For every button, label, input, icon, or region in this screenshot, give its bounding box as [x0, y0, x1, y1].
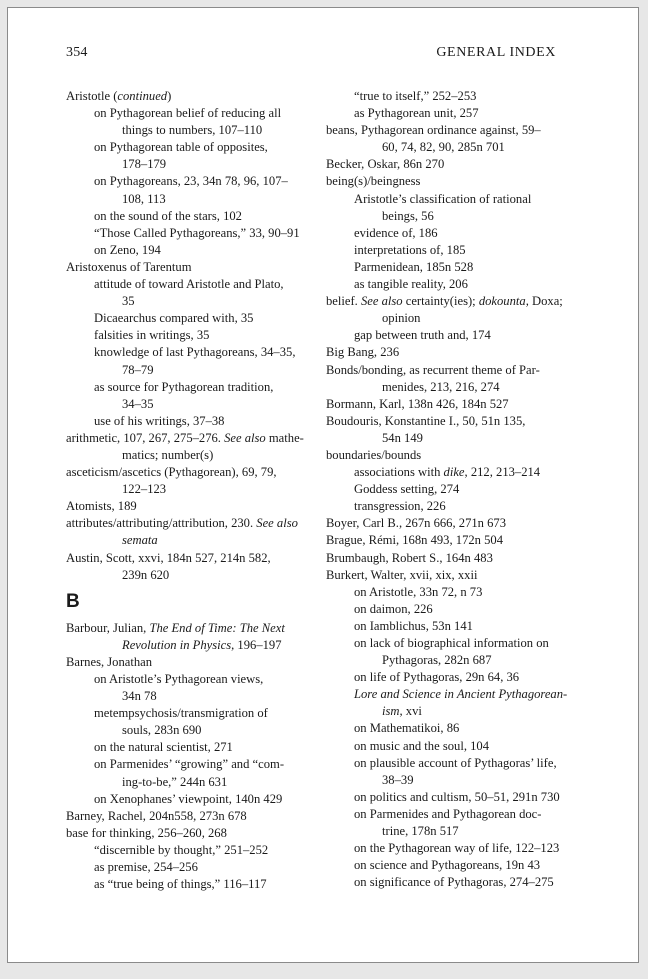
index-subentry: [326, 755, 566, 772]
index-text: boundaries/bounds: [326, 447, 422, 462]
index-text: matics; number(s): [122, 447, 214, 462]
section-letter-heading: B: [66, 590, 80, 612]
index-subentry: [66, 139, 306, 156]
index-text-italic: See also: [224, 430, 266, 445]
index-text: arithmetic, 107, 267, 275–276.: [66, 430, 225, 445]
index-text: being(s)/beingness: [326, 174, 421, 189]
index-text: xvi: [402, 704, 422, 719]
index-text: gap between truth and, 174: [354, 328, 491, 343]
index-entry: [66, 259, 306, 276]
index-text: on the Pythagorean way of life, 122–123: [354, 841, 560, 856]
index-entry: [326, 362, 566, 379]
index-text-italic: semata: [122, 533, 158, 548]
index-text: on Pythagorean table of opposites,: [94, 140, 268, 155]
index-subentry: [326, 88, 566, 105]
index-subentry: [66, 842, 306, 859]
index-subentry: [326, 857, 566, 874]
index-text-italic: continued: [117, 89, 168, 103]
index-continuation: [66, 447, 306, 464]
index-entry: [326, 567, 566, 584]
index-text: Pythagoras, 282n 687: [382, 653, 492, 668]
index-text: use of his writings, 37–38: [94, 413, 225, 428]
index-subentry: [66, 344, 306, 361]
index-text: ): [167, 89, 172, 103]
index-subentry: [66, 705, 306, 722]
index-text: on Parmenides and Pythagorean doc-: [354, 806, 542, 821]
index-subentry: [326, 601, 566, 618]
index-subentry: [326, 686, 566, 703]
index-text: as “true being of things,” 116–117: [94, 877, 267, 892]
index-subentry: [66, 208, 306, 225]
index-entry: [66, 620, 306, 637]
index-text: trine, 178n 517: [382, 824, 459, 839]
index-text: 60, 74, 82, 90, 285n 701: [382, 140, 505, 155]
index-text-italic: dike: [443, 465, 465, 480]
index-text: interpretations of, 185: [354, 242, 466, 257]
index-subentry: [66, 671, 306, 688]
index-text: 34n 78: [122, 689, 157, 704]
running-head: [66, 45, 556, 65]
index-text: 239n 620: [122, 567, 170, 582]
index-text: Becker, Oskar, 86n 270: [326, 157, 445, 172]
index-continuation: [66, 567, 306, 584]
index-subentry: [66, 791, 306, 808]
index-subentry: [326, 806, 566, 823]
index-entry: [326, 122, 566, 139]
index-text: on Pythagoreans, 23, 34n 78, 96, 107–: [94, 174, 288, 189]
index-text: beings, 56: [382, 208, 434, 223]
index-text: Austin, Scott, xxvi, 184n 527, 214n 582,: [66, 550, 271, 565]
index-continuation: [326, 772, 566, 789]
index-text: Barnes, Jonathan: [66, 654, 153, 669]
index-subentry: [326, 618, 566, 635]
index-entry: [66, 430, 306, 447]
index-text: knowledge of last Pythagoreans, 34–35,: [94, 345, 296, 360]
index-text: Boyer, Carl B., 267n 666, 271n 673: [326, 516, 506, 531]
index-subentry: [326, 720, 566, 737]
index-text: Barney, Rachel, 204n558, 273n 678: [66, 808, 247, 823]
index-text: on the sound of the stars, 102: [94, 208, 242, 223]
index-subentry: [326, 498, 566, 515]
index-subentry: [66, 379, 306, 396]
index-text: on Aristotle, 33n 72, n 73: [354, 584, 483, 599]
index-text: 34–35: [122, 396, 154, 411]
page-number: 354: [66, 45, 88, 60]
index-entry: [66, 498, 306, 515]
index-text: transgression, 226: [354, 499, 446, 514]
index-text: Aristotle (: [66, 89, 118, 103]
index-text: as premise, 254–256: [94, 860, 198, 875]
index-text: on plausible account of Pythagoras’ life,: [354, 755, 557, 770]
index-text: Dicaearchus compared with, 35: [94, 311, 254, 326]
index-text: Aristotle’s classification of rational: [354, 191, 532, 206]
index-text: 196–197: [234, 637, 282, 652]
index-continuation: [326, 139, 566, 156]
index-subentry: [66, 327, 306, 344]
index-entry: [326, 447, 566, 464]
index-subentry: [326, 242, 566, 259]
index-text: things to numbers, 107–110: [122, 123, 263, 138]
index-continuation: [66, 396, 306, 413]
index-text: on daimon, 226: [354, 601, 433, 616]
index-subentry: [326, 635, 566, 652]
index-text: on Mathematikoi, 86: [354, 721, 460, 736]
index-text: Atomists, 189: [66, 499, 137, 514]
index-continuation: [326, 379, 566, 396]
index-text: “discernible by thought,” 251–252: [94, 842, 269, 857]
index-subentry: [66, 242, 306, 259]
index-text: Aristoxenus of Tarentum: [66, 259, 192, 274]
index-text: as Pythagorean unit, 257: [354, 106, 479, 121]
index-text: Brague, Rémi, 168n 493, 172n 504: [326, 533, 503, 548]
index-continuation: [66, 722, 306, 739]
index-continuation: [326, 310, 566, 327]
index-continuation: [326, 823, 566, 840]
index-subentry: [326, 327, 566, 344]
index-subentry: [326, 276, 566, 293]
index-subentry: [326, 259, 566, 276]
index-subentry: [326, 789, 566, 806]
index-subentry: [326, 105, 566, 122]
index-text-italic: Revolution in Physics,: [122, 637, 235, 652]
index-entry: [326, 550, 566, 567]
index-continuation: [66, 191, 306, 208]
index-text-italic: dokounta,: [478, 294, 529, 309]
index-text: as source for Pythagorean tradition,: [94, 379, 274, 394]
index-text: Brumbaugh, Robert S., 164n 483: [326, 550, 493, 565]
index-text: evidence of, 186: [354, 225, 438, 240]
index-text: as tangible reality, 206: [354, 277, 468, 292]
index-continuation: [326, 703, 566, 720]
index-continuation: [66, 122, 306, 139]
index-subentry: [66, 105, 306, 122]
index-continuation: [66, 637, 306, 654]
index-text: opinion: [382, 311, 421, 326]
index-subentry: [66, 173, 306, 190]
index-text: certainty(ies);: [402, 294, 479, 309]
index-page: [7, 7, 639, 963]
index-text: on Zeno, 194: [94, 242, 161, 257]
index-subentry: [66, 739, 306, 756]
index-text: “Those Called Pythagoreans,” 33, 90–91: [94, 225, 300, 240]
index-subentry: [326, 225, 566, 242]
index-subentry: [66, 225, 306, 242]
index-text: Burkert, Walter, xvii, xix, xxii: [326, 567, 478, 582]
index-text: on science and Pythagoreans, 19n 43: [354, 858, 541, 873]
index-text-italic: ism,: [382, 704, 403, 719]
index-text: asceticism/ascetics (Pythagorean), 69, 79,: [66, 465, 277, 480]
index-text: on Xenophanes’ viewpoint, 140n 429: [94, 791, 283, 806]
index-subentry: [326, 464, 566, 481]
index-text: falsities in writings, 35: [94, 328, 210, 343]
index-text: Parmenidean, 185n 528: [354, 259, 474, 274]
index-continuation: [326, 652, 566, 669]
index-subentry: [326, 191, 566, 208]
index-entry: [326, 532, 566, 549]
index-text: 78–79: [122, 362, 154, 377]
index-text: on music and the soul, 104: [354, 738, 490, 753]
index-text: on Pythagorean belief of reducing all: [94, 106, 282, 121]
index-subentry: [66, 413, 306, 430]
index-entry: [66, 464, 306, 481]
index-text: on Iamblichus, 53n 141: [354, 618, 473, 633]
index-subentry: [66, 876, 306, 893]
index-entry: [326, 413, 566, 430]
index-continuation: [66, 774, 306, 791]
index-column-left: [66, 88, 306, 893]
index-entry: [326, 156, 566, 173]
index-continuation: [326, 208, 566, 225]
index-text: 122–123: [122, 482, 167, 497]
index-text-italic: See also: [360, 294, 403, 309]
index-text: belief.: [326, 294, 361, 309]
index-text-italic: The End of Time: The Next: [149, 620, 285, 635]
index-text: on politics and cultism, 50–51, 291n 730: [354, 789, 560, 804]
index-subentry: [326, 874, 566, 891]
index-text: mathe-: [265, 430, 304, 445]
index-entry: [326, 173, 566, 190]
index-text: 54n 149: [382, 430, 423, 445]
index-text: , 212, 213–214: [464, 465, 541, 480]
index-subentry: [66, 859, 306, 876]
index-text: ing-to-be,” 244n 631: [122, 774, 228, 789]
index-entry: [66, 808, 306, 825]
index-text: souls, 283n 690: [122, 723, 202, 738]
index-text: on life of Pythagoras, 29n 64, 36: [354, 670, 520, 685]
index-text: on significance of Pythagoras, 274–275: [354, 875, 554, 890]
running-title: GENERAL INDEX: [436, 45, 556, 60]
index-text: on Parmenides’ “growing” and “com-: [94, 757, 285, 772]
index-text: 108, 113: [122, 191, 166, 206]
index-text: metempsychosis/transmigration of: [94, 706, 268, 721]
index-text: Goddess setting, 274: [354, 482, 460, 497]
index-text-italic: See also: [256, 516, 298, 531]
index-text: 35: [122, 294, 135, 309]
index-text: attitude of toward Aristotle and Plato,: [94, 277, 284, 292]
index-text: 178–179: [122, 157, 167, 172]
index-text: associations with: [354, 465, 444, 480]
index-subentry: [326, 481, 566, 498]
index-text: on lack of biographical information on: [354, 636, 549, 650]
index-entry: [326, 515, 566, 532]
index-entry: [66, 88, 306, 105]
index-text: “true to itself,” 252–253: [354, 89, 477, 103]
index-text: Barbour, Julian,: [66, 620, 150, 635]
index-continuation: [66, 481, 306, 498]
index-text: Bormann, Karl, 138n 426, 184n 527: [326, 396, 509, 411]
index-text: beans, Pythagorean ordinance against, 59–: [326, 123, 541, 138]
index-entry: [66, 654, 306, 671]
index-text: menides, 213, 216, 274: [382, 379, 500, 394]
index-text-italic: Lore and Science in Ancient Pythagorean-: [354, 687, 568, 702]
index-entry: [326, 344, 566, 361]
index-continuation: [326, 430, 566, 447]
index-subentry: [66, 310, 306, 327]
index-continuation: [66, 156, 306, 173]
index-text: base for thinking, 256–260, 268: [66, 825, 227, 840]
index-subentry: [326, 584, 566, 601]
index-text: on Aristotle’s Pythagorean views,: [94, 672, 264, 686]
index-continuation: [66, 532, 306, 549]
index-text: on the natural scientist, 271: [94, 740, 233, 755]
index-subentry: [326, 669, 566, 686]
index-text: Boudouris, Konstantine I., 50, 51n 135,: [326, 413, 526, 428]
index-column-right: [326, 88, 566, 891]
index-text: Doxa;: [528, 294, 563, 309]
index-entry: [326, 293, 566, 310]
index-text: attributes/attributing/attribution, 230.: [66, 516, 257, 531]
index-entry: [326, 396, 566, 413]
index-text: Big Bang, 236: [326, 345, 400, 360]
index-subentry: [326, 738, 566, 755]
index-text: Bonds/bonding, as recurrent theme of Par-: [326, 362, 540, 377]
index-continuation: [66, 688, 306, 705]
index-subentry: [66, 276, 306, 293]
index-entry: [66, 825, 306, 842]
index-subentry: [326, 840, 566, 857]
index-entry: [66, 550, 306, 567]
index-subentry: [66, 756, 306, 773]
index-entry: [66, 515, 306, 532]
index-continuation: [66, 362, 306, 379]
index-text: 38–39: [382, 772, 414, 787]
index-continuation: [66, 293, 306, 310]
